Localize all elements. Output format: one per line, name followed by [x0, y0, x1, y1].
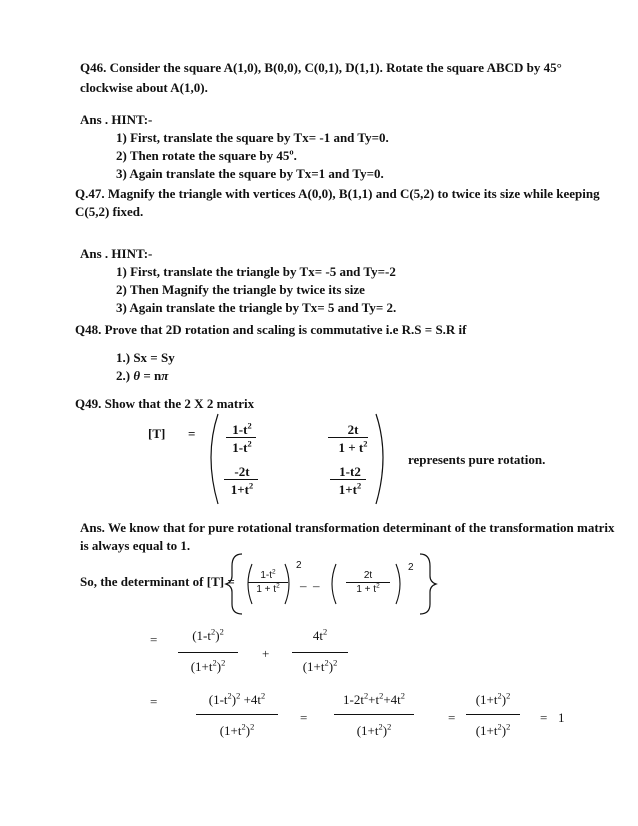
matrix-entry-22-bar: [330, 479, 366, 480]
det-right-brace: [420, 554, 436, 614]
q47-step-2: 2) Then Magnify the triangle by twice its size: [116, 282, 365, 297]
q47-step-1: 1) First, translate the triangle by Tx= -5 and Ty=-2: [116, 264, 396, 279]
q49-represents-text: represents pure rotation.: [408, 452, 546, 467]
q46-step-1: 1) First, translate the square by Tx= -1 and Ty=0.: [116, 130, 389, 145]
row2-fraction-2: $\frac{4t^2}{(1+t^2)^2}$: [292, 628, 348, 675]
row3-fraction-3: $\frac{(1+t^2)^2}{(1+t^2)^2}$: [466, 692, 520, 739]
matrix-right-paren: [376, 414, 383, 504]
det-fraction-1: $\frac{1-t^2}{1 + t^2}$: [248, 570, 288, 595]
matrix-entry-21: -2t $1+t^2$: [230, 464, 254, 497]
row3-equals-4: =: [540, 710, 548, 725]
det-label: So, the determinant of [T] =: [80, 574, 235, 589]
matrix-entry-21-bar: [224, 479, 258, 480]
det-minus-1: –: [300, 578, 307, 593]
q48-text: Q48. Prove that 2D rotation and scaling is commutative i.e R.S = S.R if: [75, 322, 467, 337]
row3-fraction-2: $\frac{1-2t^2+t^2+4t^2}{(1+t^2)^2}$: [334, 692, 414, 739]
det-paren-2-right: [396, 564, 400, 604]
row3-equals-3: =: [448, 710, 456, 725]
answer-line2: is always equal to 1.: [80, 538, 191, 553]
det-exponent-1: 2: [296, 560, 302, 571]
matrix-left-paren: [211, 414, 218, 504]
row2-plus: +: [262, 646, 270, 661]
row3-equals-2: =: [300, 710, 308, 725]
matrix-entry-11: $1-t^2$ $1-t^2$: [232, 420, 252, 455]
q46-step-3: 3) Again translate the square by Tx=1 and Ty=0.: [116, 166, 384, 181]
matrix-entry-12-bar: [328, 437, 368, 438]
q46-text-line2: clockwise about A(1,0).: [80, 80, 208, 95]
det-fraction-2: $\frac{2t}{1 + t^2}$: [346, 570, 390, 595]
row3-equals-1: =: [150, 694, 158, 709]
row3-fraction-1: $\frac{(1-t^2)^2 +4t^2}{(1+t^2)^2}$: [196, 692, 278, 739]
det-minus-2: –: [313, 578, 320, 593]
matrix-equals: =: [188, 426, 196, 441]
q47-text-line1: Q.47. Magnify the triangle with vertices A(0,0), B(1,1) and C(5,2) to twice its size while keeping: [75, 186, 600, 201]
q47-step-3: 3) Again translate the triangle by Tx= 5 and Ty= 2.: [116, 300, 397, 315]
q46-text-line1: Q46. Consider the square A(1,0), B(0,0), C(0,1), D(1,1). Rotate the square ABCD by 45°: [80, 60, 562, 75]
matrix-entry-12: 2t $1 + t^2$: [338, 422, 368, 455]
matrix-entry-22: 1-t2 $1+t^2$: [338, 464, 362, 497]
matrix-entry-11-bar: [226, 437, 256, 438]
q48-condition-1: 1.) Sx = Sy: [116, 350, 175, 365]
row2-fraction-1: $\frac{(1-t^2)^2}{(1+t^2)^2}$: [178, 628, 238, 675]
q48-condition-2: 2.) θ = nπ: [116, 368, 169, 383]
det-paren-2-left: [332, 564, 336, 604]
matrix-lhs: [T]: [148, 426, 166, 441]
q47-answer-label: Ans . HINT:-: [80, 246, 153, 261]
row3-result: 1: [558, 710, 565, 725]
q46-answer-label: Ans . HINT:-: [80, 112, 153, 127]
q47-text-line2: C(5,2) fixed.: [75, 204, 144, 219]
row2-equals: =: [150, 632, 158, 647]
det-exponent-2: 2: [408, 562, 414, 573]
q49-text: Q49. Show that the 2 X 2 matrix: [75, 396, 255, 411]
answer-line1: Ans. We know that for pure rotational transformation determinant of the transformation matrix: [80, 520, 615, 535]
q46-step-2: 2) Then rotate the square by 45$^o$.: [116, 146, 297, 163]
